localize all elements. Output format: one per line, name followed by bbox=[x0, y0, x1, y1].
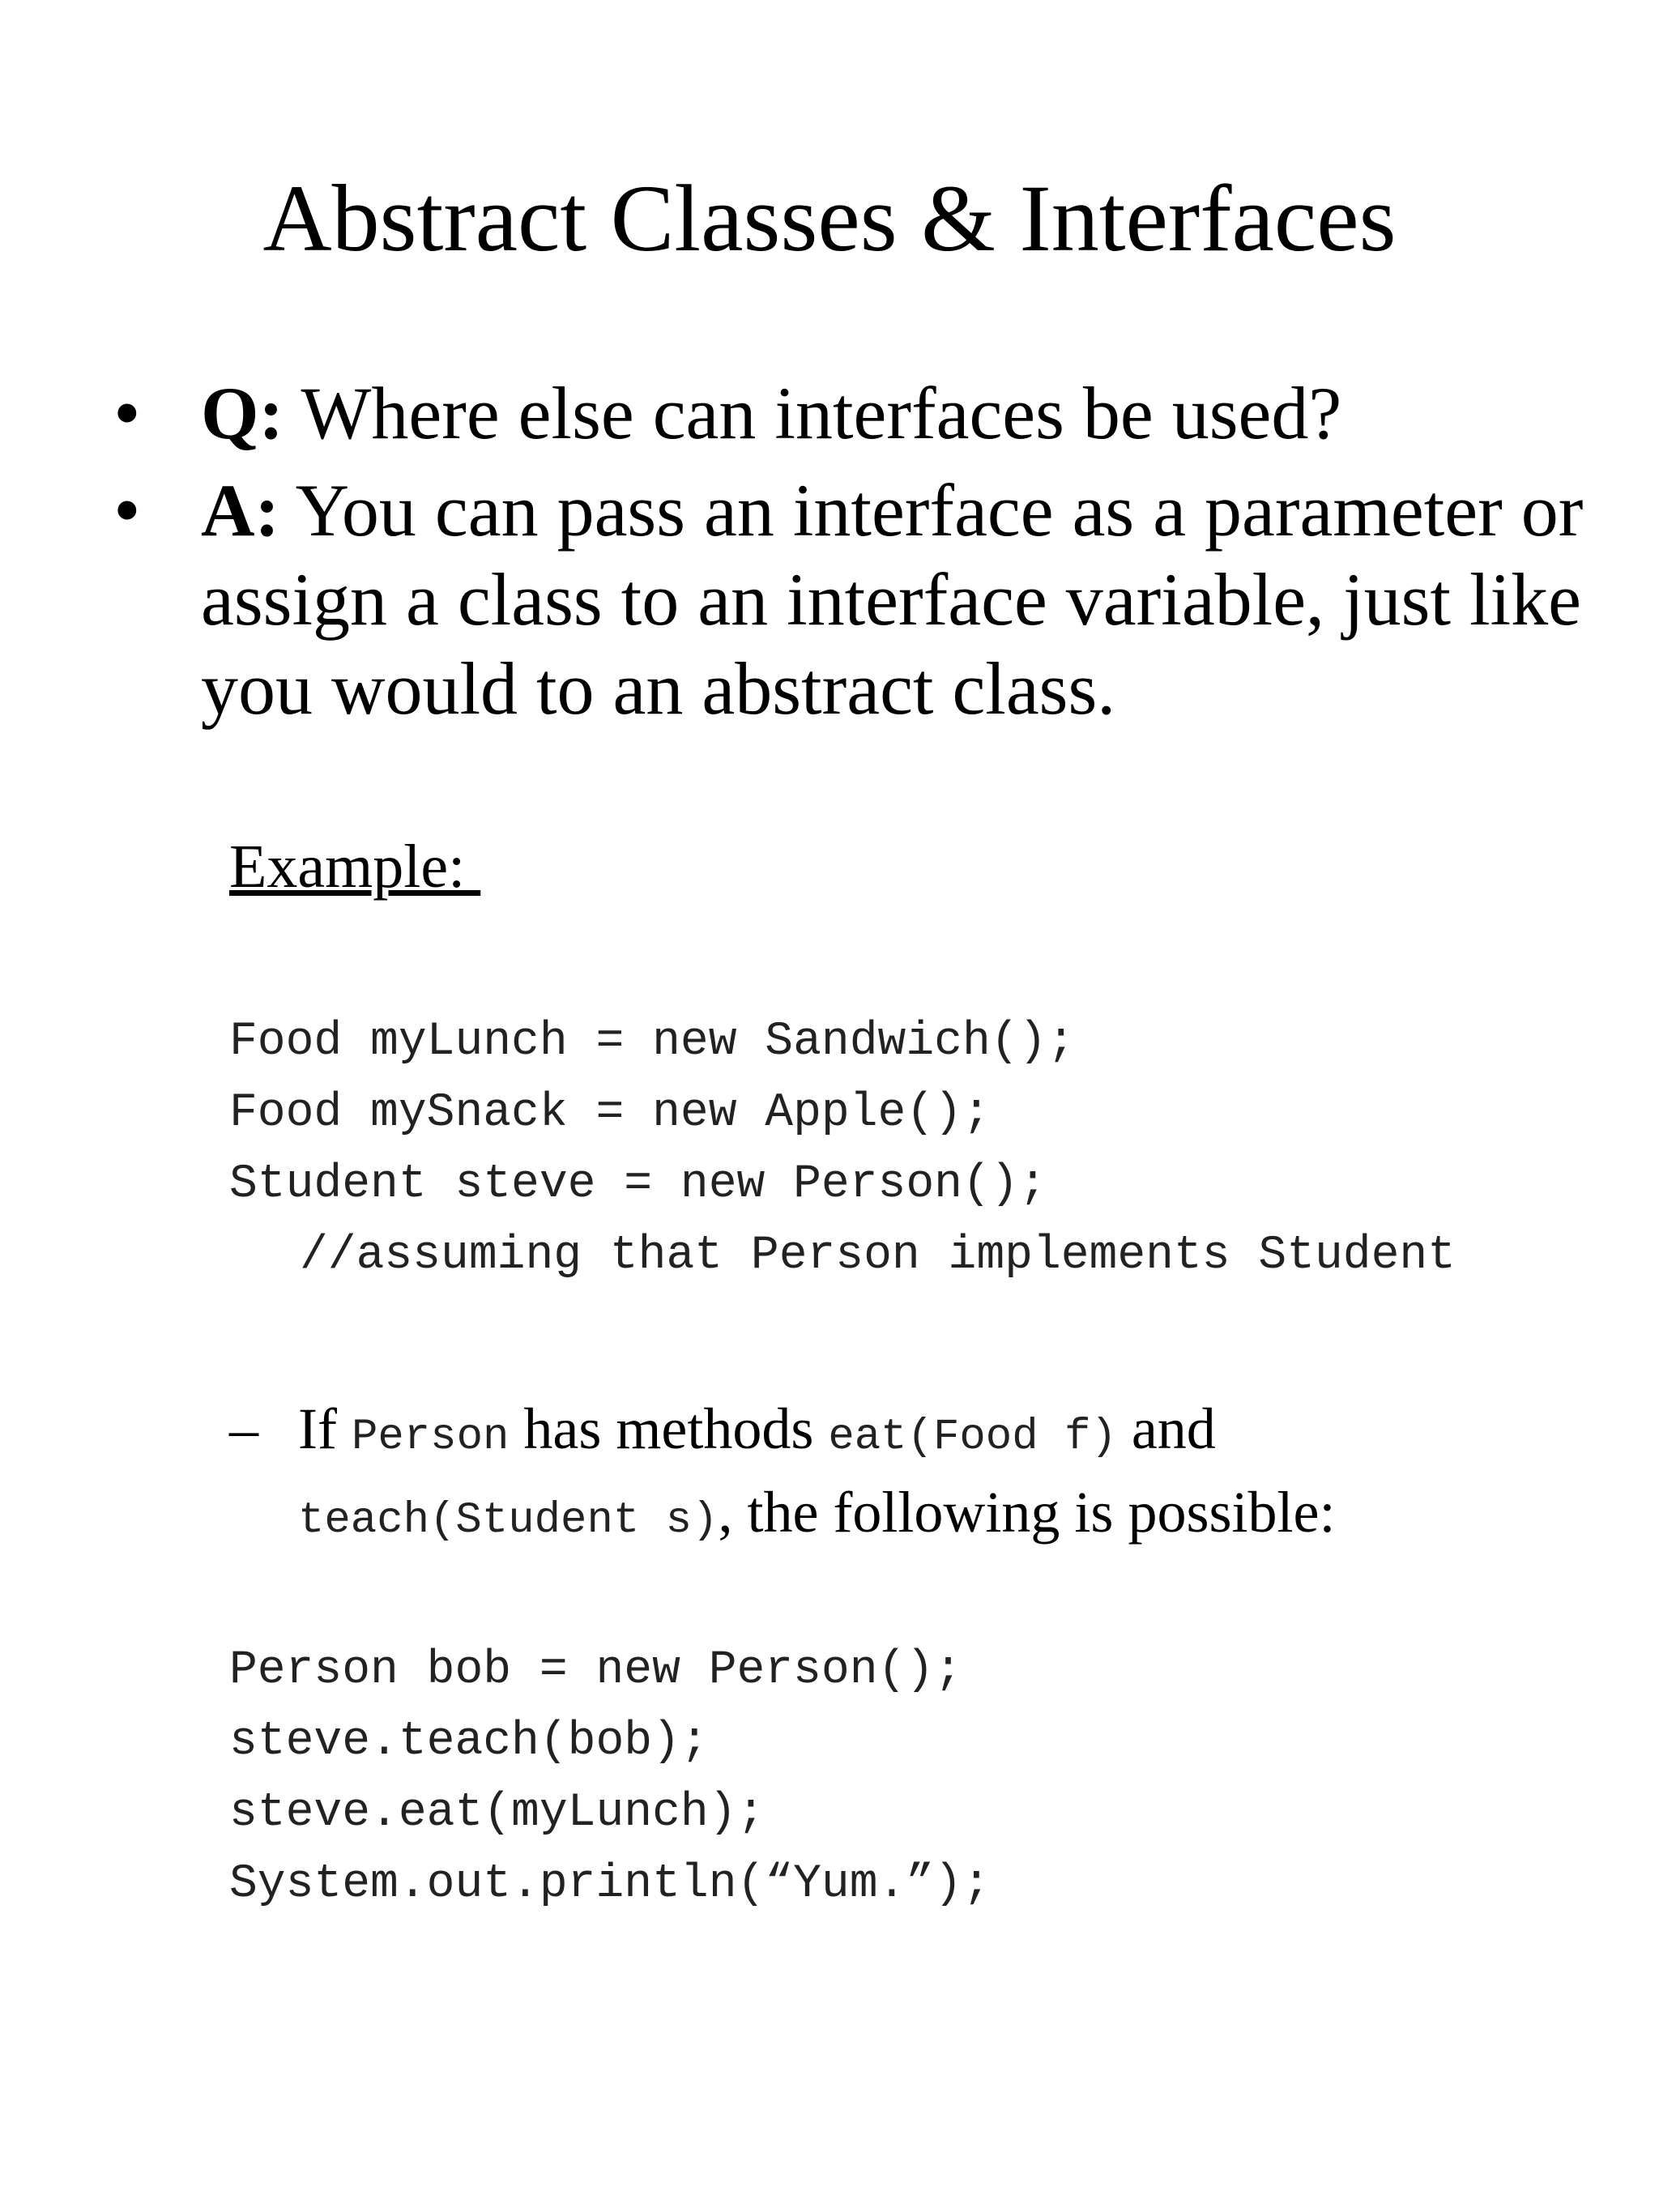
bullet-marker: • bbox=[113, 369, 141, 456]
code-comment: //assuming that Person implements Student bbox=[300, 1230, 1456, 1282]
inline-code: teach(Student s) bbox=[298, 1496, 719, 1545]
code-line: System.out.println(“Yum.”); bbox=[229, 1858, 991, 1911]
inline-code: Person bbox=[351, 1413, 510, 1462]
sub-bullet bbox=[229, 1392, 1623, 1545]
sub-text-part: has methods bbox=[509, 1396, 829, 1461]
code-line: Person bob = new Person(); bbox=[229, 1644, 962, 1697]
code-line: steve.teach(bob); bbox=[229, 1715, 709, 1768]
sub-text-part: If bbox=[298, 1396, 352, 1461]
sub-text-part: , the following is possible: bbox=[718, 1480, 1336, 1545]
code-line: Student steve = new Person(); bbox=[229, 1158, 1047, 1211]
inline-code: eat(Food f) bbox=[828, 1413, 1117, 1462]
question-prefix: Q: bbox=[201, 372, 284, 454]
slide-title: Abstract Classes & Interfaces bbox=[262, 165, 1397, 271]
sub-bullet-text bbox=[298, 1392, 1627, 1558]
bullet-marker: • bbox=[113, 467, 141, 553]
bullet-question bbox=[113, 369, 1620, 458]
answer-prefix: A: bbox=[201, 469, 280, 552]
question-body: Where else can interfaces be used? bbox=[284, 372, 1342, 454]
sub-text-part: and bbox=[1116, 1396, 1216, 1461]
sub-bullet-marker: – bbox=[229, 1396, 258, 1461]
bullet-answer-text bbox=[201, 466, 1643, 733]
example-label: Example: bbox=[229, 833, 481, 901]
bullet-answer bbox=[113, 466, 1620, 741]
code-line: Food mySnack = new Apple(); bbox=[229, 1087, 991, 1140]
code-line: Food myLunch = new Sandwich(); bbox=[229, 1016, 1076, 1068]
code-line: steve.eat(myLunch); bbox=[229, 1787, 766, 1839]
bullet-question-text bbox=[201, 369, 1643, 458]
answer-body: You can pass an interface as a parameter or assign a class to an interface variable, just like you would to an abstract class. bbox=[201, 469, 1584, 730]
